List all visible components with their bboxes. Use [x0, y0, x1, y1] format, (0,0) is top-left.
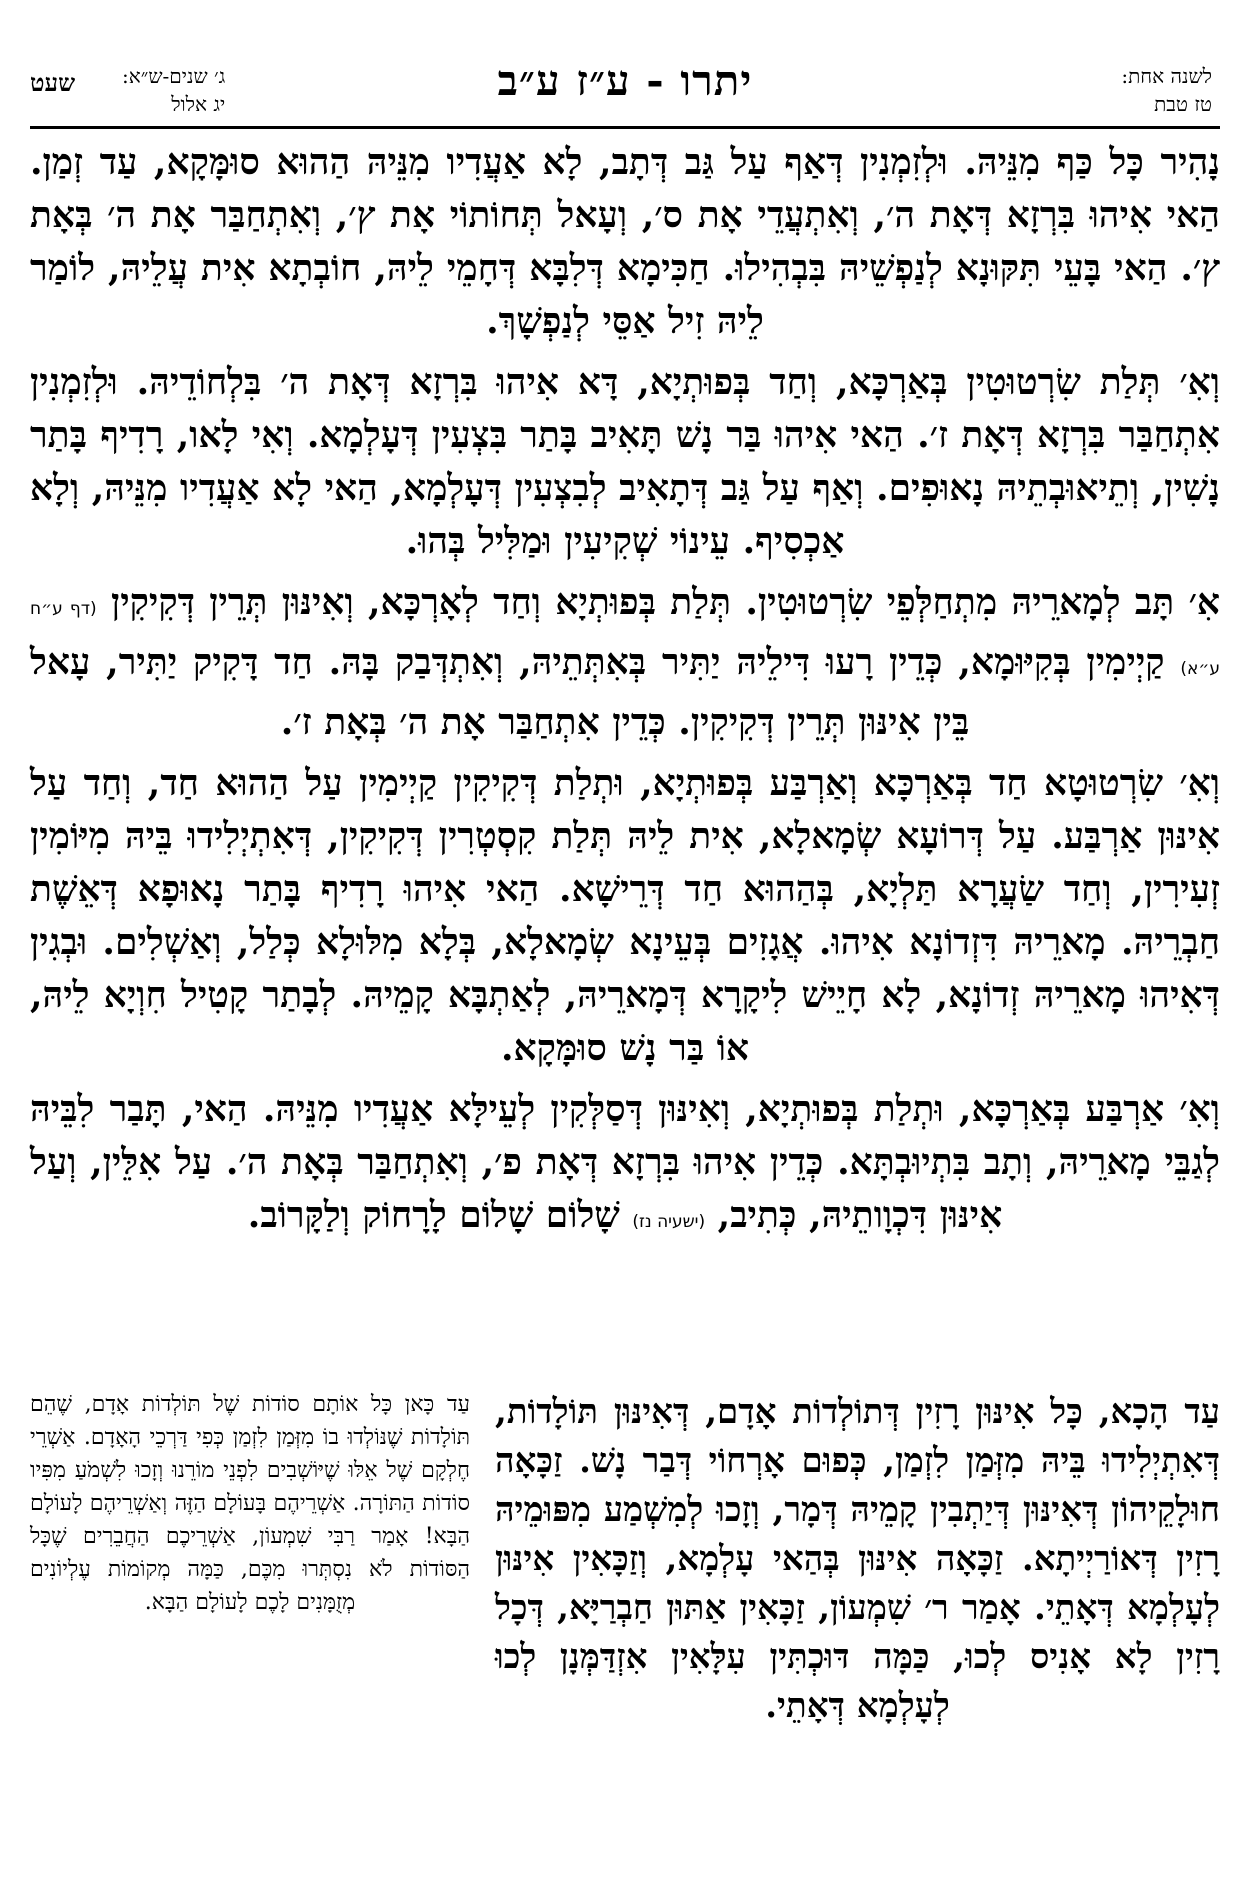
paragraph-text: שִׂרְטוּטָא חַד בְּאַרְכָּא וְאַרְבַּע בְּפוּתְיָא, וּתְלַת דְּקִיקִין קַיְימִין עַל הַהוּא חַד, וְחַד עַל אִינּוּן אַרְבַּע. עַל דְּרוֹעָא שְׂמָאלָא, אִית לֵיהּ תְּלַת קִסְטְרִין דְּקִיקִין, דְּאִתְיְלִידוּ בֵּיהּ מִיּוֹמִין זְעִירִין, וְחַד שַׂעֲרָא תַּלְיָא, בְּהַהוּא חַד דְּרֵישָׁא. הַאי אִיהוּ רָדִיף בָּתַר נָאוּפָא דְּאֵשֶׁת חַבְרֵיהּ. מָארֵיהּ דִּזְדוֹנָא אִיהוּ. אֲגָזִים בְּעֵינָא שְׂמָאלָא, בְּלָא מִלּוּלָא כְּלַל, וְאַשְׁלִים. וּבְגִין דְּאִיהוּ מָארֵיהּ זְדוֹנָא, לָא חָיֵישׁ לִיקָרָא דְּמָארֵיהּ, לְאַתְבָּא קָמֵיהּ. לְבָתַר קָטִיל חִוְיָא לֵיהּ, אוֹ בַּר נָשׁ סוּמָּקָא.	[30, 762, 1220, 1069]
page	[30, 48, 1220, 1848]
paragraph-text: תָּב לְמָארֵיהּ מִתְחַלְּפֵי שִׂרְטוּטִין. תְּלַת בְּפוּתְיָא וְחַד לְאָרְכָּא, וְאִינּוּן תְּרֵין דְּקִיקִין	[111, 581, 1175, 623]
paragraph-3	[30, 576, 1220, 749]
header-left	[122, 62, 225, 118]
verse-reference: (ישעיה נז)	[632, 1212, 706, 1232]
paragraph-text: קַיְימִין בְּקִיּוּמָא, כְּדֵין רָעוּ דִּילֵיהּ יַתִּיר בְּאִתְּתֵיהּ, וְאִתְדְּבַק בָּהּ. חַד דָּקִיק יַתִּיר, עָאל בֵּין אִינּוּן תְּרֵין דְּקִיקִין. כְּדֵין אִתְחַבַּר אָת ה׳ בְּאָת ז׳.	[30, 641, 1165, 743]
paragraph-text: אַרְבַּע בְּאַרְכָּא, וּתְלַת בְּפוּתְיָא, וְאִינּוּן דְּסַלְּקִין לְעֵילָּא אַעֲדִיו מִנֵּיהּ. הַאי, תָּבַר לִבֵּיהּ לְגַבֵּי מָארֵיהּ, וְתָב בִּתְיוּבְתָּא. כְּדֵין אִיהוּ בִּרְזָא דְּאָת פ׳, וְאִתְחַבַּר בְּאָת ה׳. עַל אִלֵּין, וְעַל אִינּוּן דִּכְוָותֵיהּ, כְּתִיב,	[30, 1088, 1220, 1236]
page-counter: שעט	[30, 68, 76, 97]
header-divider	[30, 126, 1220, 129]
paragraph-lead: אִ׳	[1188, 581, 1220, 623]
folio-reference: (דף ע״ח ע״א)	[30, 599, 1220, 679]
paragraph-1: נָהִיר כָּל כַּף מִנֵּיהּ. וּלְזִמְנִין דְּאַף עַל גַּב דְּתָב, לָא אַעֲדִיו מִנֵּיהּ הַהוּא סוּמָּקָא, עַד זְמַן. הַאי אִיהוּ בִּרְזָא דְּאָת ה׳, וְאִתְעֲדֵי אָת ס׳, וְעָאל תְּחוֹתוֹי אָת ץ׳, וְאִתְחַבַּר אָת ה׳ בְּאָת ץ׳. הַאי בָּעֵי תִּקּוּנָא לְנַפְשֵׁיהּ בִּבְהִילוּ. חַכִּימָא דְּלִבָּא דְּחָמֵי לֵיהּ, חוֹבְתָא אִית עֲלֵיהּ, לוֹמַר לֵיהּ זִיל אַסֵּי לְנַפְשָׁךְ.	[30, 141, 1220, 342]
paragraph-5	[30, 1083, 1220, 1249]
schedule-three-year-date: יג אלול	[171, 92, 226, 116]
hebrew-translation: עַד כָּאן כָּל אוֹתָם סוֹדוֹת שֶׁל תּוֹלְדוֹת אָדָם, שֶׁהֵם תּוֹלָדוֹת שֶׁנּוֹלְדוּ בוֹ מִזְּמַן לִזְמַן כְּפִי דַּרְכֵי הָאָדָם. אַשְׁרֵי חֶלְקָם שֶׁל אֵלּוּ שֶׁיּוֹשְׁבִים לִפְנֵי מוֹרֵנוּ וְזָכוּ לִשְׁמֹעַ מִפִּיו סוֹדוֹת הַתּוֹרָה. אַשְׁרֵיהֶם בָּעוֹלָם הַזֶּה וְאַשְׁרֵיהֶם לָעוֹלָם הַבָּא! אָמַר רַבִּי שִׁמְעוֹן, אַשְׁרֵיכֶם הַחֲבֵרִים שֶׁכָּל הַסּוֹדוֹת לֹא נִסְתְּרוּ מִכֶּם, כַּמָּה מְקוֹמוֹת עֶלְיוֹנִים מְזֻמָּנִים לָכֶם לָעוֹלָם הַבָּא.	[30, 1392, 470, 1615]
page-title: יתרו - ע״ז ע״ב	[497, 56, 753, 105]
schedule-one-year-date: טז טבת	[1154, 92, 1212, 116]
aramaic-text: עַד הָכָא, כָּל אִינּוּן רָזִין דְּתוֹלְדוֹת אָדָם, דְּאִינּוּן תּוֹלָדוֹת, דְּאִתְיְלִידוּ בֵּיהּ מִזְּמַן לִזְמַן, כְּפוּם אָרְחוֹי דְּבַר נָשׁ. זַכָּאָה חוּלָקֵיהוֹן דְּאִינּוּן דְּיַתְבִין קָמֵיהּ דְּמָר, וְזָכוּ לְמִשְׁמַע מִפּוּמֵיהּ רָזִין דְּאוֹרַיְיתָא. זַכָּאָה אִינּוּן בְּהַאי עָלְמָא, וְזַכָּאִין אִינּוּן לְעָלְמָא דְּאָתֵי. אָמַר ר׳ שִׁמְעוֹן, זַכָּאִין אַתּוּן חַבְרַיָּא, דְּכָל רָזִין לָא אָנִיס לְכוּ, כַּמָּה דּוּכְתִּין עִלָּאִין אִזְדַּמְּנָן לְכוּ לְעָלְמָא דְּאָתֵי.	[495, 1392, 1220, 1726]
paragraph-4	[30, 757, 1220, 1075]
paragraph-text: תְּלַת שִׂרְטוּטִין בְּאַרְכָּא, וְחַד בְּפוּתְיָא, דָּא אִיהוּ בִּרְזָא דְּאָת ה׳ בִּלְחוֹדֵיהּ. וּלְזִמְנִין אִתְחַבַּר בִּרְזָא דְּאָת ז׳. הַאי אִיהוּ בַּר נָשׁ תָּאִיב בָּתַר בִּצְעִין דְּעָלְמָא. וְאִי לָאו, רָדִיף בָּתַר נָשִׁין, וְתֵיאוּבְתֵיהּ נָאוּפִים. וְאַף עַל גַּב דְּתָאִיב לְבִצְעִין דְּעָלְמָא, הַאי לָא אַעֲדִיו מִנֵּיהּ, וְלָא אַכְסִיף. עֵינוֹי שְׁקִיעִין וּמַלִּיל בְּהוּ.	[30, 361, 1220, 562]
paragraph-lead: וְאִ׳	[1179, 762, 1220, 804]
main-text	[30, 136, 1220, 1257]
schedule-three-year-label: ג׳ שנים-ש״א:	[122, 64, 226, 88]
paragraph-lead: וְאִ׳	[1179, 361, 1220, 403]
paragraph-lead: וְאִ׳	[1179, 1088, 1220, 1130]
schedule-one-year-label: לשנה אחת:	[1121, 64, 1212, 88]
paragraph-2	[30, 356, 1220, 568]
paragraph-text: שָׁלוֹם שָׁלוֹם לָרָחוֹק וְלַקָּרוֹב.	[247, 1194, 620, 1236]
